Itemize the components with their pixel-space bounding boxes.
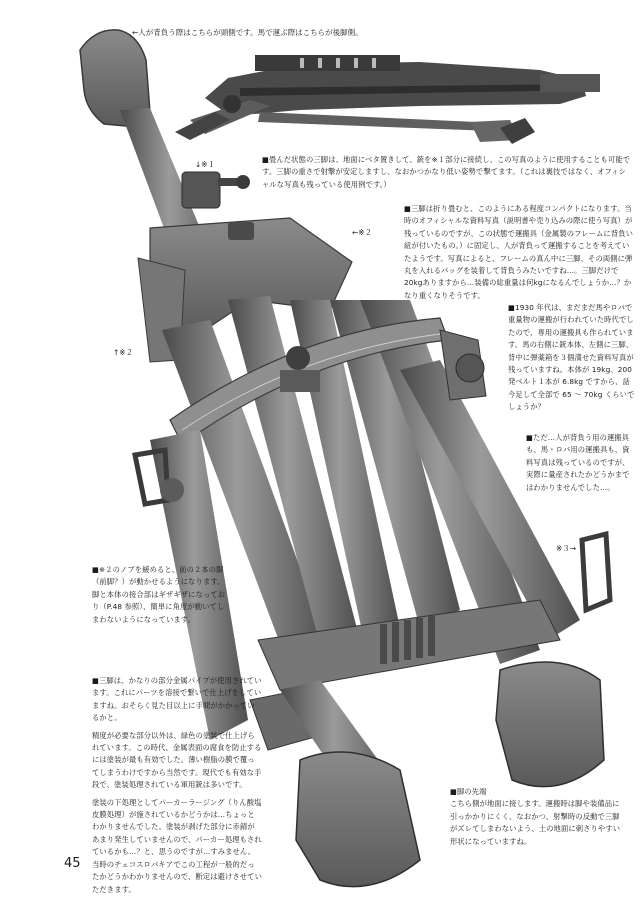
label-mark-3: ※３→ (556, 544, 577, 553)
caption-folded: ■畳んだ状態の三脚は、地面にベタ置きして、銃を※１部分に接続し、この写真のように使用することも可能です。三脚の重さで射撃が安定しますし、なおかつかなり低い姿勢で撃てます。（これは裏技ではなく、オフィシャルな写真も残っている使用例です。） (262, 155, 631, 189)
paragraph-foot: ■脚の先端 こちら側が地面に接します。運搬時は脚や装備品に引っかかりにくく、なおかつ、射撃時の反動で三脚がズレてしまわないよう、土の地面に刺さりやすい形状になっていますね。 (450, 787, 621, 846)
paragraph-tada: ■ただ…人が背負う用の運搬具も、馬・ロバ用の運搬具も、資料写真は残っているのですが、実際に量産されたかどうかまではわかりませんでした…。 (526, 433, 630, 492)
paragraph-pipe-3: 塗装の下処理としてパーカーラージング（りん酸塩皮膜処理）が施されているかどうかは…ちょっとわかりませんでした。塗装が剥げた部分に赤錆があまり発生していませんので、パーカー処理もされているかも…？と、思うのですが…すみません。当時のチェコスロバキアでこの工程が一般的だったかどうかわかりませんので、断定は避けさせていただきます。 (92, 797, 262, 894)
label-mark-1: ↓※１ (195, 160, 216, 169)
paragraph-pipe (92, 675, 262, 901)
paragraph-1930: ■1930 年代は、まだまだ馬やロバで重量物の運搬が行われていた時代でしたので、専用の運搬具も作られています。馬の右側に銃本体、左側に三脚、背中に弾薬箱を３個満せた資料写真が残っていますね。本体が 19kg、200 発ベルト１本が 6.8kg ですから、話今足して全部で 65 〜 70kg くらいでしょうか？ (508, 303, 635, 412)
machine-gun-photo (175, 55, 600, 144)
paragraph-compact: ■三脚は折り畳むと、このようにある程度コンパクトになります。当時のオフィシャルな資料写真（説明書や売り込みの際に使う写真）が残っているのですが、この状態で運搬具（金属製のフレームに背負い紐が付いたもの。）に固定し、人が背負って運搬することを考えていたようです。写真によると、フレームの真ん中に三脚、その両側に弾丸を入れるバッグを装着して背負うみたいですね…。三脚だけで20kgありますから…装備の総重量は何kgになるんでしょうか…？かなり重くなりそうです。 (404, 204, 634, 300)
caption-top: ←人が背負う際はこちらが頭側です。馬で運ぶ際はこちらが後脚側。 (132, 28, 363, 37)
label-mark-2a: ←※２ (352, 228, 373, 237)
paragraph-knob: ■※２のノブを緩めると、前の２本の脚（前脚？）が動かせるようになります。脚と本体の接合部はギザギザになっており（P.48 参照）、簡単に角度が動いてしまわないようになっています。 (92, 565, 226, 624)
paragraph-pipe-2: 精度が必要な部分以外は、緑色の塗装で仕上げられています。この時代、金属表面の腐食を防止するには塗装が最も有効でした。薄い樹脂の膜で覆ってしまうわけですから当然です。現代でも有効な手段で、塗装処理されている軍用銃は多いです。 (92, 730, 262, 790)
paragraph-pipe-1: ■三脚は、かなりの部分金属パイプが使用されています。これにパーツを溶接で繋いで仕上げをしていますね。おそらく見た目以上に手間がかかっているかと。 (92, 676, 262, 723)
page-number: 45 (64, 856, 81, 871)
label-mark-2b: ↑※２ (113, 348, 134, 357)
